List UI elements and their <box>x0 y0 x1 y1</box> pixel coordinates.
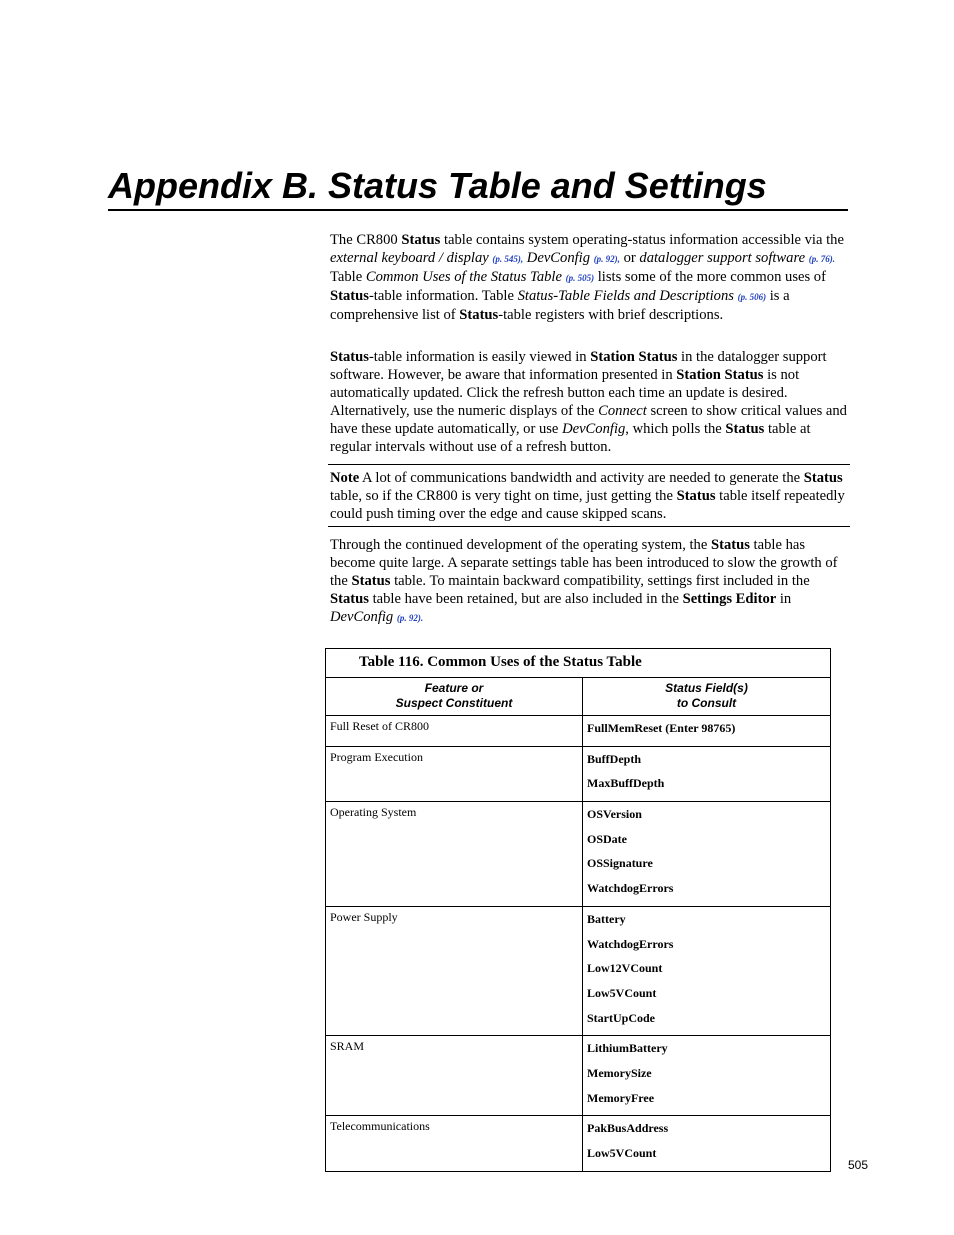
text: in <box>776 591 792 607</box>
fields-cell <box>583 802 831 907</box>
bold-text: Station Status <box>590 349 678 365</box>
bold-text: Status <box>725 421 765 437</box>
column-header-fields <box>583 678 831 716</box>
text: , which polls the <box>625 421 726 437</box>
feature-cell: SRAM <box>326 1036 583 1116</box>
text: -table information is easily viewed in <box>368 349 591 365</box>
text: Table <box>330 269 366 285</box>
text: table itself repeatedly could push timing over the edge and cause skipped scans. <box>330 488 845 522</box>
status-field: Battery <box>587 911 626 926</box>
paragraph-intro <box>330 231 850 324</box>
fields-cell <box>583 746 831 801</box>
table-row <box>326 716 831 747</box>
text: or <box>619 250 640 266</box>
status-field: OSDate <box>587 831 627 846</box>
status-field: Low12VCount <box>587 961 663 976</box>
page-reference-link[interactable]: (p. 76). <box>808 254 835 264</box>
fields-cell <box>583 1036 831 1116</box>
status-field: Low5VCount <box>587 1146 657 1160</box>
header-line: Suspect Constituent <box>395 696 513 710</box>
italic-text: Common Uses of the Status Table <box>365 269 562 285</box>
text: table. To maintain backward compatibility, settings first included in the <box>390 573 810 589</box>
table-row <box>326 802 831 907</box>
bold-text: Status <box>676 488 716 504</box>
note-box <box>328 464 850 527</box>
feature-cell: Telecommunications <box>326 1116 583 1171</box>
bold-text: Status <box>710 537 750 553</box>
table-row <box>326 1036 831 1116</box>
italic-text: DevConfig <box>526 250 591 266</box>
fields-cell <box>583 1116 831 1171</box>
page-reference-link[interactable]: (p. 92), <box>593 254 620 264</box>
feature-cell: Program Execution <box>326 746 583 801</box>
table-row <box>326 1116 831 1171</box>
table-row <box>326 906 831 1035</box>
status-field: MaxBuffDepth <box>587 776 665 791</box>
page-reference-link[interactable]: (p. 506) <box>737 292 767 302</box>
feature-cell: Full Reset of CR800 <box>326 716 583 747</box>
italic-text: DevConfig <box>330 609 394 625</box>
table-row <box>326 746 831 801</box>
status-field: OSVersion <box>587 807 642 822</box>
page-title: Appendix B. Status Table and Settings <box>108 163 848 211</box>
feature-cell: Operating System <box>326 802 583 907</box>
bold-text: Station Status <box>676 367 764 383</box>
paragraph-station-status <box>330 348 850 456</box>
header-line: Feature or <box>424 681 484 695</box>
text: table, so if the CR800 is very tight on time, just getting the <box>330 488 677 504</box>
table-caption: Table 116. Common Uses of the Status Table <box>326 649 831 678</box>
bold-text: Status <box>803 470 843 486</box>
status-uses-table <box>325 648 831 1172</box>
text: The CR800 <box>330 232 402 248</box>
text: Through the continued development of the operating system, the <box>330 537 711 553</box>
page-reference-link[interactable]: (p. 545), <box>492 254 524 264</box>
status-field: WatchdogErrors <box>587 881 674 896</box>
status-field: Low5VCount <box>587 985 657 1000</box>
text: -table registers with brief descriptions. <box>498 307 724 323</box>
italic-text: Connect <box>598 403 647 419</box>
note-label: Note <box>330 470 360 486</box>
status-field: PakBusAddress <box>587 1121 669 1136</box>
italic-text: datalogger support software <box>639 250 806 266</box>
status-field: MemoryFree <box>587 1090 655 1105</box>
bold-text: Status <box>459 307 499 323</box>
text: screen to show critical values and have these update automatically, or use <box>330 403 847 437</box>
text: table at regular intervals without use of a refresh button. <box>330 421 811 455</box>
status-field: StartUpCode <box>587 1010 655 1025</box>
text: table contains system operating-status information accessible via the <box>440 232 844 248</box>
text: table has become quite large. A separate settings table has been introduced to slow the growth of the <box>330 537 838 589</box>
table-body <box>326 716 831 1172</box>
status-field: BuffDepth <box>587 751 642 766</box>
page-reference-link[interactable]: (p. 505) <box>565 273 595 283</box>
text: A lot of communications bandwidth and activity are needed to generate the <box>359 470 804 486</box>
italic-text: external keyboard / display <box>330 250 489 266</box>
page-number: 505 <box>848 1158 869 1172</box>
text: in the datalogger support software. However, be aware that information presented in <box>330 349 827 383</box>
fields-cell <box>583 906 831 1035</box>
text: -table information. Table <box>368 288 518 304</box>
text: is not automatically updated. Click the refresh button each time an update is desired. Alternatively, use the numeric displays of the <box>330 367 800 419</box>
bold-text: Status <box>330 288 369 304</box>
fields-cell <box>583 716 831 747</box>
bold-text: Status <box>330 349 369 365</box>
italic-text: Status-Table Fields and Descriptions <box>517 288 734 304</box>
page-reference-link[interactable]: (p. 92). <box>396 613 424 623</box>
status-field: LithiumBattery <box>587 1041 668 1056</box>
italic-text: DevConfig <box>562 421 626 437</box>
bold-text: Status <box>330 591 369 607</box>
status-field: WatchdogErrors <box>587 936 674 951</box>
feature-cell: Power Supply <box>326 906 583 1035</box>
bold-text: Status <box>401 232 441 248</box>
text: table have been retained, but are also included in the <box>368 591 683 607</box>
header-line: Status Field(s) <box>665 681 748 695</box>
paragraph-settings <box>330 536 850 627</box>
status-field: FullMemReset (Enter 98765) <box>587 721 736 735</box>
status-field: OSSignature <box>587 856 653 871</box>
status-field: MemorySize <box>587 1065 652 1080</box>
text: is a comprehensive list of <box>330 288 790 323</box>
column-header-feature <box>326 678 583 716</box>
bold-text: Status <box>351 573 391 589</box>
header-line: to Consult <box>676 696 737 710</box>
text: lists some of the more common uses of <box>594 269 826 285</box>
bold-text: Settings Editor <box>682 591 777 607</box>
